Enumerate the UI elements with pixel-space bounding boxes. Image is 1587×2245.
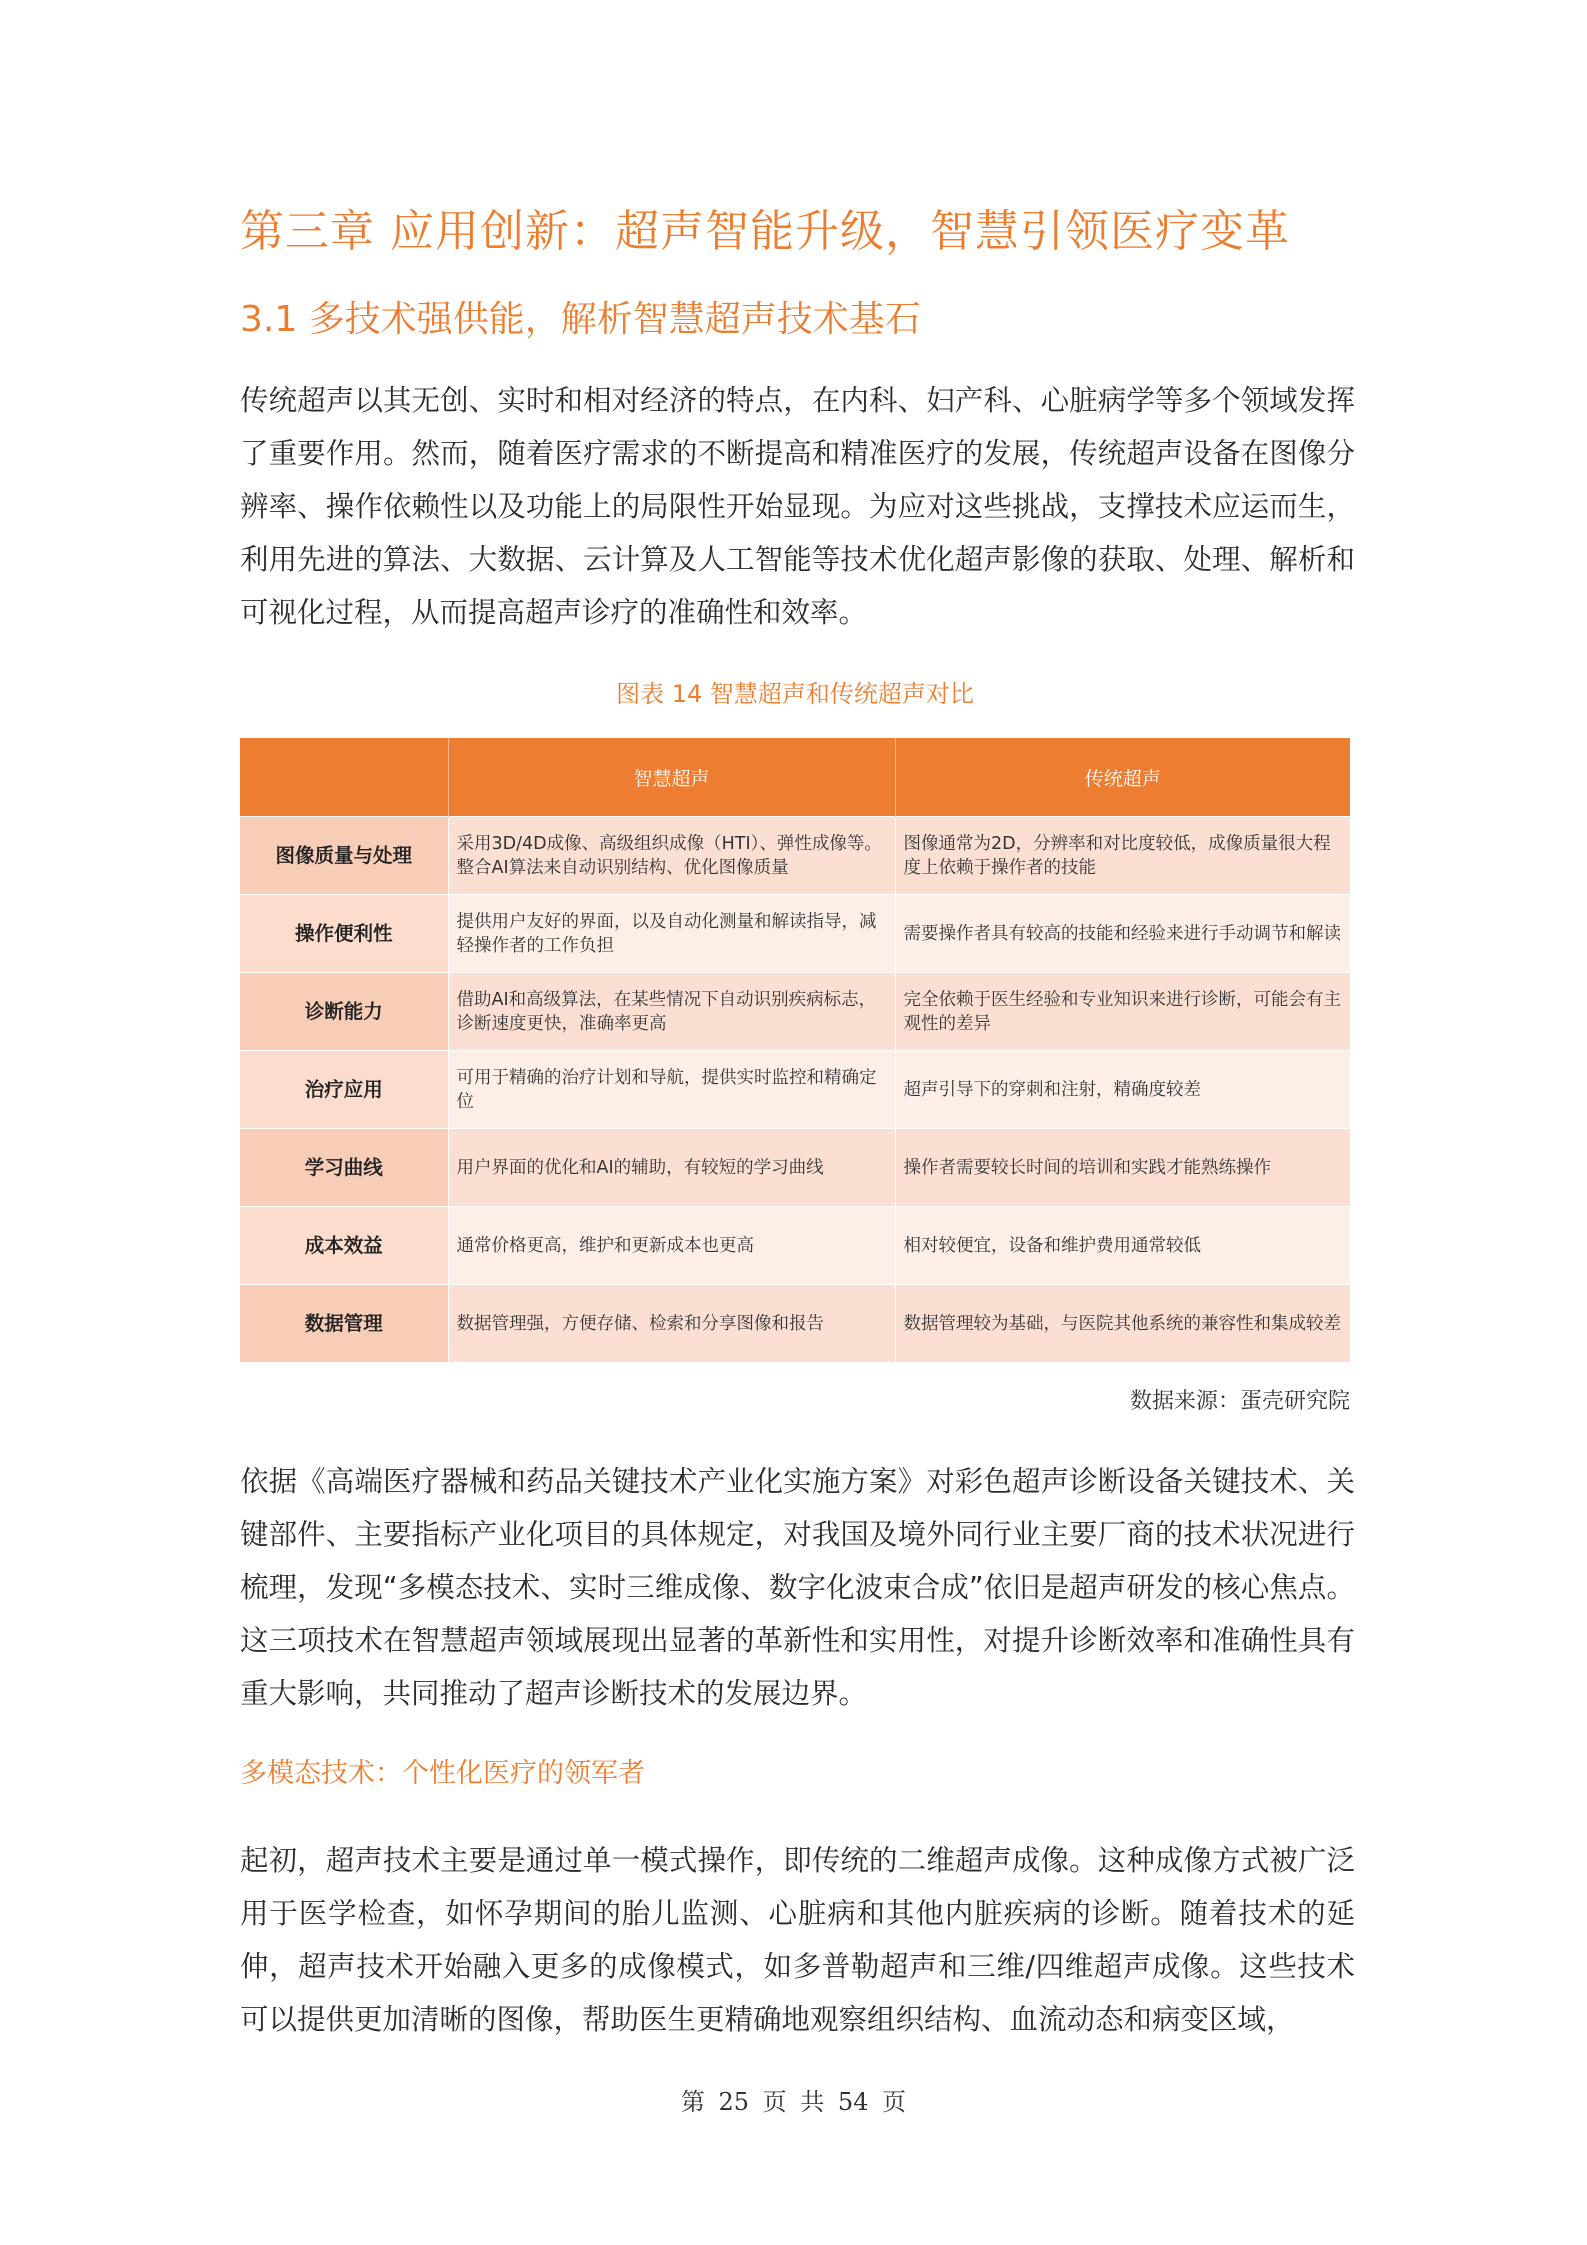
section-title: 3.1 多技术强供能，解析智慧超声技术基石	[240, 299, 921, 340]
table-row	[240, 1285, 1350, 1363]
smart-cell: 借助AI和高级算法，在某些情况下自动识别疾病标志，诊断速度更快，准确率更高	[448, 973, 895, 1051]
intro-paragraph: 传统超声以其无创、实时和相对经济的特点，在内科、妇产科、心脏病学等多个领域发挥了重要作用。然而，随着医疗需求的不断提高和精准医疗的发展，传统超声设备在图像分辨率、操作依赖性以及功能上的局限性开始显现。为应对这些挑战，支撑技术应运而生，利用先进的算法、大数据、云计算及人工智能等技术优化超声影像的获取、处理、解析和可视化过程，从而提高超声诊疗的准确性和效率。	[240, 384, 1355, 629]
smart-cell: 采用3D/4D成像、高级组织成像（HTI）、弹性成像等。整合AI算法来自动识别结构、优化图像质量	[448, 817, 895, 895]
table-row	[240, 895, 1350, 973]
data-source: 数据来源：蛋壳研究院	[1129, 1389, 1350, 1414]
row-label: 治疗应用	[240, 1051, 448, 1129]
traditional-cell: 操作者需要较长时间的培训和实践才能熟练操作	[895, 1129, 1350, 1207]
chapter-title: 第三章 应用创新：超声智能升级，智慧引领医疗变革	[240, 206, 1290, 257]
row-label: 学习曲线	[240, 1129, 448, 1207]
comparison-table	[240, 738, 1351, 1362]
body-paragraph: 起初，超声技术主要是通过单一模式操作，即传统的二维超声成像。这种成像方式被广泛用于医学检查，如怀孕期间的胎儿监测、心脏病和其他内脏疾病的诊断。随着技术的延伸，超声技术开始融入更多的成像模式，如多普勒超声和三维/四维超声成像。这些技术可以提供更加清晰的图像，帮助医生更精确地观察组织结构、血流动态和病变区域，	[240, 1844, 1355, 2036]
smart-cell: 用户界面的优化和AI的辅助，有较短的学习曲线	[448, 1129, 895, 1207]
body-paragraph: 依据《高端医疗器械和药品关键技术产业化实施方案》对彩色超声诊断设备关键技术、关键部件、主要指标产业化项目的具体规定，对我国及境外同行业主要厂商的技术状况进行梳理，发现“多模态技术、实时三维成像、数字化波束合成”依旧是超声研发的核心焦点。这三项技术在智慧超声领域展现出显著的革新性和实用性，对提升诊断效率和准确性具有重大影响，共同推动了超声诊断技术的发展边界。	[240, 1465, 1355, 1710]
figure-caption: 图表 14 智慧超声和传统超声对比	[616, 680, 974, 708]
subsection-heading: 多模态技术：个性化医疗的领军者	[240, 1758, 645, 1789]
table-row	[240, 1207, 1350, 1285]
smart-cell: 数据管理强，方便存储、检索和分享图像和报告	[448, 1285, 895, 1363]
smart-cell: 提供用户友好的界面，以及自动化测量和解读指导，减轻操作者的工作负担	[448, 895, 895, 973]
table-header-row	[240, 738, 1350, 817]
row-label: 操作便利性	[240, 895, 448, 973]
header-smart-ultrasound: 智慧超声	[448, 738, 895, 817]
traditional-cell: 需要操作者具有较高的技能和经验来进行手动调节和解读	[895, 895, 1350, 973]
row-label: 图像质量与处理	[240, 817, 448, 895]
row-label: 诊断能力	[240, 973, 448, 1051]
table-row	[240, 1129, 1350, 1207]
traditional-cell: 图像通常为2D，分辨率和对比度较低，成像质量很大程度上依赖于操作者的技能	[895, 817, 1350, 895]
traditional-cell: 数据管理较为基础，与医院其他系统的兼容性和集成较差	[895, 1285, 1350, 1363]
smart-cell: 通常价格更高，维护和更新成本也更高	[448, 1207, 895, 1285]
table-row	[240, 1051, 1350, 1129]
header-blank	[240, 738, 448, 817]
header-traditional-ultrasound: 传统超声	[895, 738, 1350, 817]
traditional-cell: 相对较便宜，设备和维护费用通常较低	[895, 1207, 1350, 1285]
smart-cell: 可用于精确的治疗计划和导航，提供实时监控和精确定位	[448, 1051, 895, 1129]
table-row	[240, 817, 1350, 895]
table-row	[240, 973, 1350, 1051]
row-label: 成本效益	[240, 1207, 448, 1285]
page-footer: 第 25 页 共 54 页	[680, 2088, 907, 2116]
row-label: 数据管理	[240, 1285, 448, 1363]
traditional-cell: 完全依赖于医生经验和专业知识来进行诊断，可能会有主观性的差异	[895, 973, 1350, 1051]
traditional-cell: 超声引导下的穿刺和注射，精确度较差	[895, 1051, 1350, 1129]
